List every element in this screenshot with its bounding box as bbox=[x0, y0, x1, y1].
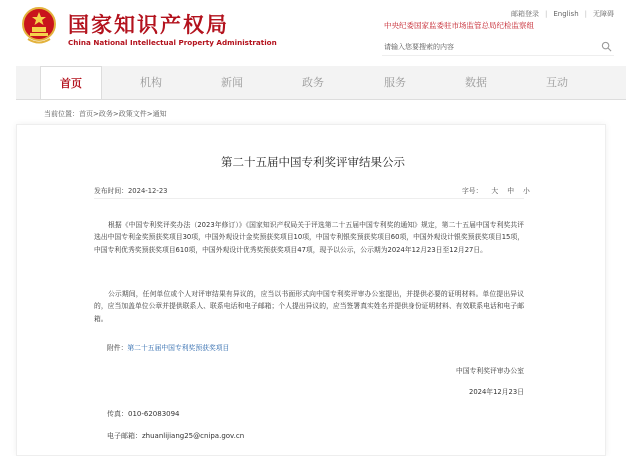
font-size-controls bbox=[462, 185, 530, 195]
site-title-en: China National Intellectual Property Administration bbox=[68, 38, 277, 47]
search-input[interactable]: 请输入您要搜索的内容 bbox=[384, 43, 454, 51]
english-link[interactable]: English bbox=[553, 10, 579, 18]
site-title-cn[interactable]: 国家知识产权局 bbox=[68, 13, 229, 37]
font-size-large-button[interactable]: 大 bbox=[491, 187, 499, 195]
nav-interaction[interactable]: 互动 bbox=[546, 76, 568, 89]
nav-home[interactable]: 首页 bbox=[40, 66, 102, 100]
signature-org: 中国专利奖评审办公室 bbox=[456, 367, 524, 375]
nav-services[interactable]: 服务 bbox=[384, 76, 406, 89]
contact-email: 电子邮箱：zhuanlijiang25@cnipa.gov.cn bbox=[107, 432, 245, 440]
fax-number: 传真：010-62083094 bbox=[107, 410, 180, 418]
search-icon[interactable] bbox=[601, 41, 612, 52]
nav-data[interactable]: 数据 bbox=[465, 76, 487, 89]
site-header bbox=[0, 0, 626, 66]
nav-institution[interactable]: 机构 bbox=[140, 76, 162, 89]
article-paragraph-1: 根据《中国专利奖评奖办法（2023年修订）》《国家知识产权局关于评选第二十五届中国专利奖的通知》规定，第二十五届中国专利奖共评选出中国专利金奖预获奖项目30项，中国外观设计金奖预获奖项目10项，中国专利银奖预获奖项目60项，中国外观设计银奖预获奖项目15项，中国专利优秀奖预获奖项目610项，中国外观设计优秀奖预获奖项目47项，现予以公示，公示期为2024年12月23日至12月27日。 bbox=[94, 221, 524, 254]
font-size-small-button[interactable]: 小 bbox=[522, 187, 530, 195]
font-size-medium-button[interactable]: 中 bbox=[507, 187, 514, 195]
attachment bbox=[107, 342, 229, 352]
publish-date: 发布时间：2024-12-23 bbox=[94, 187, 168, 195]
nav-news[interactable]: 新闻 bbox=[221, 76, 243, 89]
article-paragraph-2: 公示期间，任何单位或个人对评审结果有异议的，应当以书面形式向中国专利奖评审办公室提出，并提供必要的证明材料。单位提出异议的，应当加盖单位公章并提供联系人、联系电话和电子邮箱；个人提出异议的，应当签署真实姓名并提供身份证明材料、有效联系电话和电子邮箱。 bbox=[94, 290, 524, 323]
breadcrumb[interactable]: 当前位置：首页>政务>政策文件>通知 bbox=[44, 110, 167, 118]
signature-date: 2024年12月23日 bbox=[469, 388, 524, 396]
meta-divider bbox=[94, 198, 524, 199]
main-nav bbox=[16, 66, 626, 100]
search-box[interactable] bbox=[382, 39, 614, 56]
article-title: 第二十五届中国专利奖评审结果公示 bbox=[221, 155, 405, 169]
national-emblem-icon[interactable] bbox=[22, 6, 56, 44]
mail-login-link[interactable]: 邮箱登录 bbox=[511, 10, 539, 18]
accessibility-link[interactable]: 无障碍 bbox=[593, 10, 614, 18]
nav-divider bbox=[16, 99, 626, 100]
attachment-label: 附件： bbox=[107, 344, 128, 352]
announcement-link[interactable]: 中央纪委国家监委驻市场监管总局纪检监察组 bbox=[384, 21, 534, 30]
attachment-link[interactable]: 第二十五届中国专利奖预获奖项目 bbox=[127, 344, 230, 352]
font-size-label: 字号： bbox=[462, 187, 483, 195]
nav-affairs[interactable]: 政务 bbox=[302, 76, 324, 89]
top-links: 邮箱登录 | English | 无障碍 bbox=[511, 10, 614, 18]
